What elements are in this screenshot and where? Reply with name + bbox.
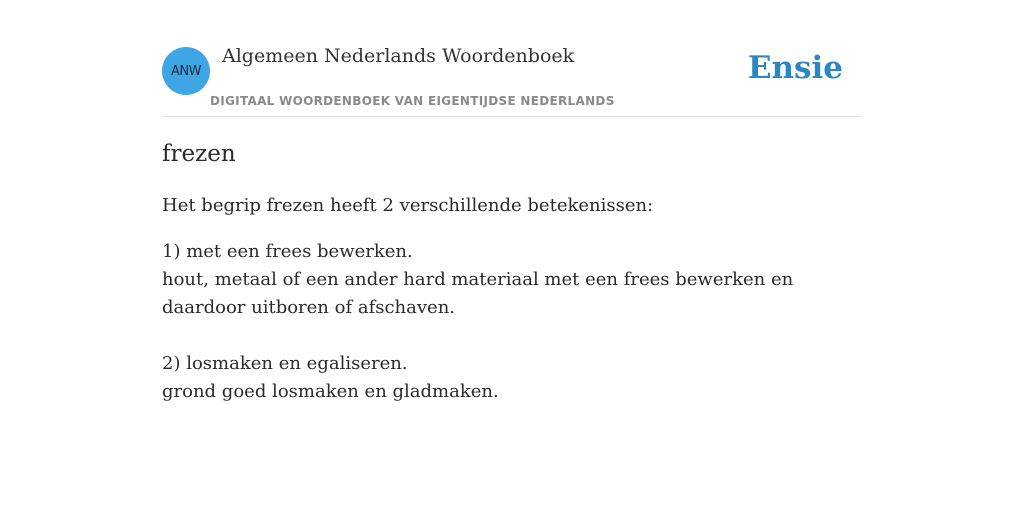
meaning-item	[162, 238, 862, 322]
meaning-title: 1) met een frees bewerken.	[162, 241, 413, 262]
site-header	[162, 0, 862, 117]
meaning-definition: grond goed losmaken en gladmaken.	[162, 381, 499, 402]
entry-word: frezen	[162, 141, 236, 167]
anw-logo[interactable]	[162, 47, 210, 95]
meaning-list	[162, 238, 862, 406]
entry-content	[162, 138, 862, 406]
ensie-brand-logo[interactable]: Ensie	[747, 50, 843, 86]
meaning-title: 2) losmaken en egaliseren.	[162, 353, 408, 374]
meaning-item	[162, 350, 862, 406]
logo-text: ANW	[171, 63, 201, 79]
meaning-definition: hout, metaal of een ander hard materiaal met een frees bewerken en daardoor uitboren of afschaven.	[162, 269, 794, 318]
site-subtitle: DIGITAAL WOORDENBOEK VAN EIGENTIJDSE NEDERLANDS	[210, 94, 615, 108]
entry-intro: Het begrip frezen heeft 2 verschillende betekenissen:	[162, 195, 654, 216]
site-title[interactable]: Algemeen Nederlands Woordenboek	[222, 45, 575, 67]
